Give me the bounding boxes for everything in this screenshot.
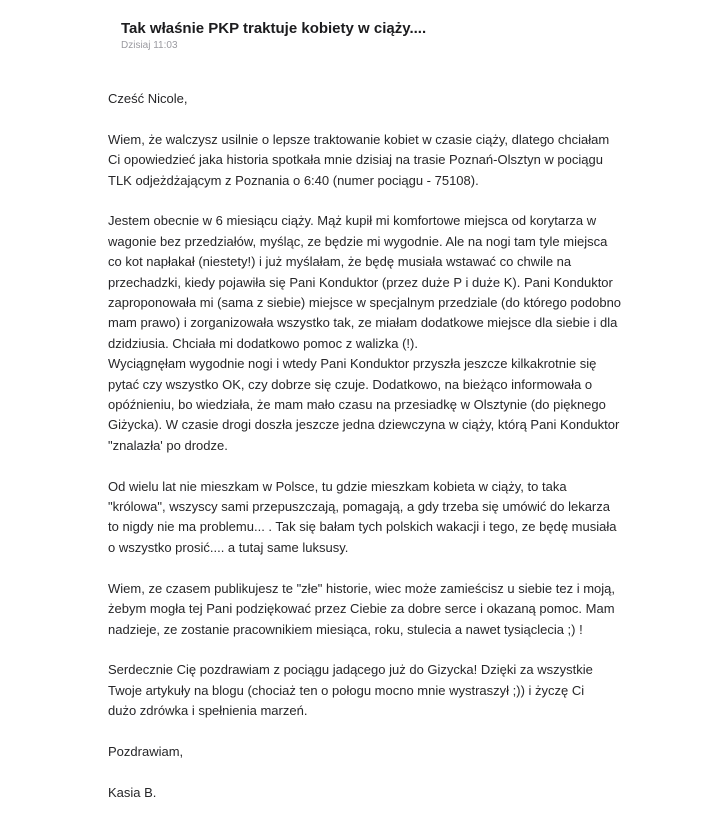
email-text-line: "królowa", wszyscy sami przepuszczają, pomagają, a gdy trzeba się umówić do lekarza — [108, 499, 610, 515]
email-paragraph — [108, 477, 668, 559]
email-text-line: Od wielu lat nie mieszkam w Polsce, tu gdzie mieszkam kobieta w ciąży, to taka — [108, 478, 567, 494]
email-text-line: Twoje artykuły na blogu (chociaż ten o połogu mocno mnie wystraszył ;)) i życzę Ci — [108, 682, 585, 698]
email-text-line: wagonie bez przedziałów, myśląc, ze będzie mi wygodnie. Ale na nogi tam tyle miejsca — [108, 233, 608, 249]
email-paragraph — [108, 579, 668, 640]
email-text-line: TLK odjeżdżającym z Poznania o 6:40 (numer pociągu - 75108). — [108, 172, 479, 188]
email-text-line: co kot napłakał (niestety!) i już myślałam, że będę musiała wstawać co chwile na — [108, 254, 572, 270]
email-subject: Tak właśnie PKP traktuje kobiety w ciąży.... — [121, 20, 427, 37]
email-text-line: o wszystko prosić.... a tutaj same luksusy. — [108, 539, 349, 555]
email-text-line: Pozdrawiam, — [108, 743, 184, 759]
email-paragraph — [108, 211, 668, 456]
email-text-line: Wiem, że walczysz usilnie o lepsze traktowanie kobiet w czasie ciąży, dlatego chciałam — [108, 131, 610, 147]
email-paragraph — [108, 742, 668, 762]
email-date: Dzisiaj 11:03 — [121, 40, 178, 51]
email-text-line: przechadzki, kiedy pojawiła się Pani Konduktor (przez duże P i duże K). Pani Konduktor — [108, 274, 613, 290]
email-paragraph — [108, 783, 668, 803]
email-text-line: mam prawo) i zorganizowała wszystko tak, ze miałam dodatkowe miejsce dla siebie i dla — [108, 315, 618, 331]
email-text-line: zaproponowała mi (sama z siebie) miejsce w specjalnym przedziale (do którego podobno — [108, 295, 622, 311]
email-text-line: "znalazła' po drodze. — [108, 437, 228, 453]
email-text-line: Kasia B. — [108, 784, 157, 800]
email-text-line: Jestem obecnie w 6 miesiącu ciąży. Mąż kupił mi komfortowe miejsca od korytarza w — [108, 213, 597, 229]
email-text-line: Wiem, ze czasem publikujesz te "złe" historie, wiec może zamieścisz u siebie tez i moją, — [108, 580, 616, 596]
email-text-line: pytać czy wszystko OK, czy dobrze się czuje. Dodatkowo, na bieżąco informowała o — [108, 376, 593, 392]
email-paragraph — [108, 130, 668, 191]
email-body — [108, 89, 668, 803]
email-text-line: Giżycka). W czasie drogi doszła jeszcze jedna dziewczyna w ciąży, którą Pani Konduktor — [108, 417, 620, 433]
email-text-line: Cześć Nicole, — [108, 91, 188, 106]
email-text-line: żebym mogła tej Pani podziękować przez Ciebie za dobre serce i okazaną pomoc. Mam — [108, 601, 615, 617]
email-text-line: dzidziusia. Chciała mi dodatkowo pomoc z walizka (!). — [108, 335, 418, 351]
email-text-line: dużo zdrówka i spełnienia marzeń. — [108, 703, 308, 719]
email-text-line: opóźnieniu, bo wiedziała, że mam mało czasu na przesiadkę w Olsztynie (do pięknego — [108, 397, 606, 413]
email-text-line: Serdecznie Cię pozdrawiam z pociągu jadącego już do Gizycka! Dzięki za wszystkie — [108, 662, 593, 678]
email-text-line: nadzieje, ze zostanie pracownikiem miesiąca, roku, stulecia a nawet tysiąclecia ;) ! — [108, 621, 583, 637]
email-text-line: Ci opowiedzieć jaka historia spotkała mnie dzisiaj na trasie Poznań-Olsztyn w pociągu — [108, 152, 603, 168]
email-text-line: Wyciągnęłam wygodnie nogi i wtedy Pani Konduktor przyszła jeszcze kilkakrotnie się — [108, 356, 597, 372]
email-text-line: to nigdy nie ma problemu... . Tak się bałam tych polskich wakacji i tego, ze będę musiała — [108, 519, 617, 535]
email-paragraph — [108, 89, 668, 109]
email-paragraph — [108, 660, 668, 721]
